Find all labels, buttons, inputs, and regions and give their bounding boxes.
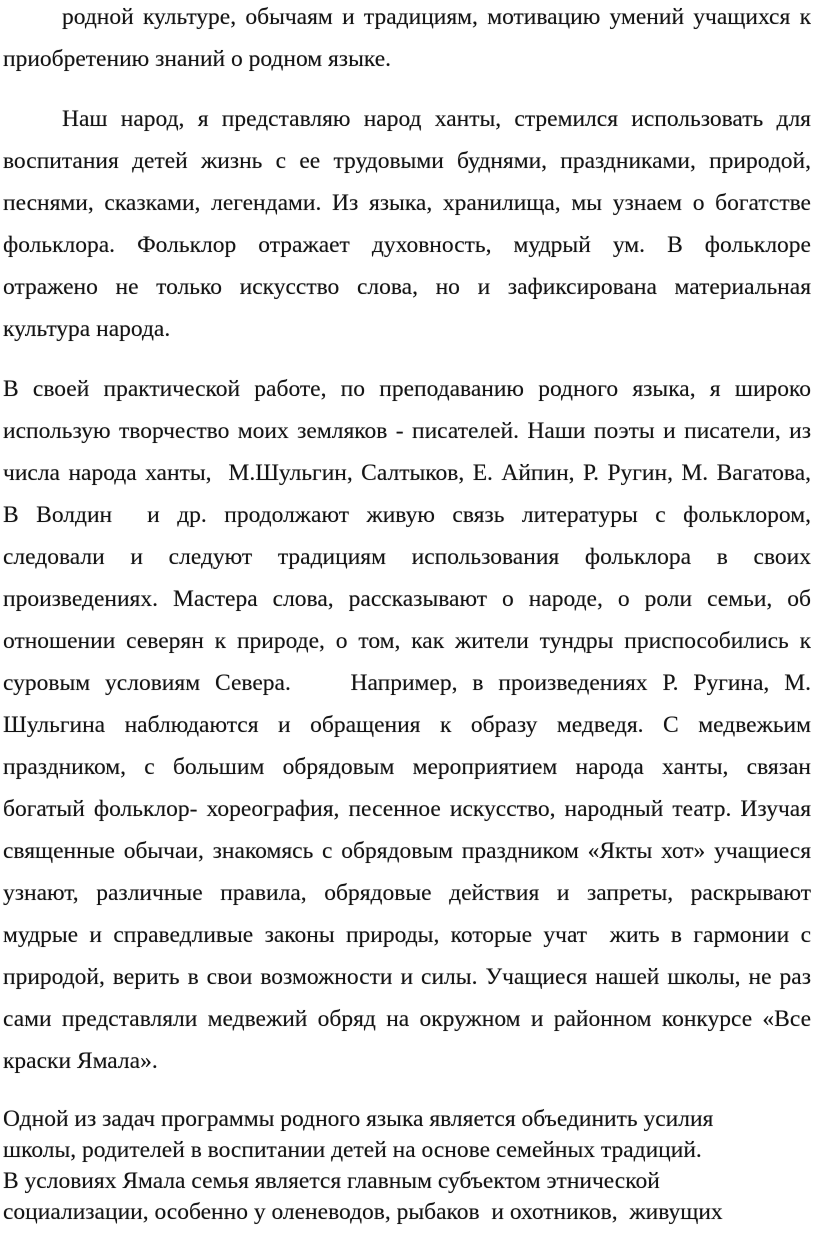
text-line: следовали и следуют традициям использования фольклора в своих [3, 544, 811, 570]
paragraph-our-people [3, 98, 811, 350]
text-line: приобретению знаний о родном языке. [3, 46, 392, 72]
text-line: социализации, особенно у оленеводов, рыбаков и охотников, живущих [3, 1199, 723, 1225]
text-line: отражено не только искусство слова, но и зафиксирована материальная [3, 274, 811, 300]
paragraph-yamal-family [3, 1166, 811, 1228]
text-line: произведениях. Мастера слова, рассказывают о народе, о роли семьи, об [3, 586, 811, 612]
text-line: Одной из задач программы родного языка является объединить усилия [3, 1106, 714, 1132]
text-line: культура народа. [3, 316, 171, 342]
text-line: песнями, сказками, легендами. Из языка, хранилища, мы узнаем о богатстве [3, 190, 811, 216]
text-line: мудрые и справедливые законы природы, которые учат жить в гармонии с [3, 922, 811, 948]
paragraph-program-goal [3, 1104, 811, 1166]
paragraph-intro-continuation [3, 0, 811, 80]
text-line: воспитания детей жизнь с ее трудовыми буднями, праздниками, природой, [3, 148, 811, 174]
text-line: сами представляли медвежий обряд на окружном и районном конкурсе «Все [3, 1006, 811, 1032]
paragraph-practical-work [3, 368, 811, 1082]
text-line: Шульгина наблюдаются и обращения к образу медведя. С медвежьим [3, 712, 811, 738]
text-line: праздником, с большим обрядовым мероприятием народа ханты, связан [3, 754, 811, 780]
text-line: фольклора. Фольклор отражает духовность, мудрый ум. В фольклоре [3, 232, 811, 258]
text-line: узнают, различные правила, обрядовые действия и запреты, раскрывают [3, 880, 811, 906]
text-line: богатый фольклор- хореография, песенное искусство, народный театр. Изучая [3, 796, 811, 822]
text-line: В Волдин и др. продолжают живую связь литературы с фольклором, [3, 502, 811, 528]
text-line: числа народа ханты, М.Шульгин, Салтыков, Е. Айпин, Р. Ругин, М. Вагатова, [3, 460, 811, 486]
text-line: родной культуре, обычаям и традициям, мотивацию умений учащихся к [62, 4, 811, 30]
text-line: священные обычаи, знакомясь с обрядовым праздником «Якты хот» учащиеся [3, 838, 811, 864]
text-line: краски Ямала». [3, 1048, 158, 1074]
text-line: В своей практической работе, по преподаванию родного языка, я широко [3, 376, 811, 402]
text-line: Наш народ, я представляю народ ханты, стремился использовать для [62, 106, 811, 132]
text-line: природой, верить в свои возможности и силы. Учащиеся нашей школы, не раз [3, 964, 811, 990]
text-line: суровым условиям Севера. Например, в произведениях Р. Ругина, М. [3, 670, 811, 696]
text-line: В условиях Ямала семья является главным субъектом этнической [3, 1168, 660, 1194]
text-line: школы, родителей в воспитании детей на основе семейных традиций. [3, 1137, 702, 1163]
text-line: отношении северян к природе, о том, как жители тундры приспособились к [3, 628, 811, 654]
text-line: использую творчество моих земляков - писателей. Наши поэты и писатели, из [3, 418, 811, 444]
